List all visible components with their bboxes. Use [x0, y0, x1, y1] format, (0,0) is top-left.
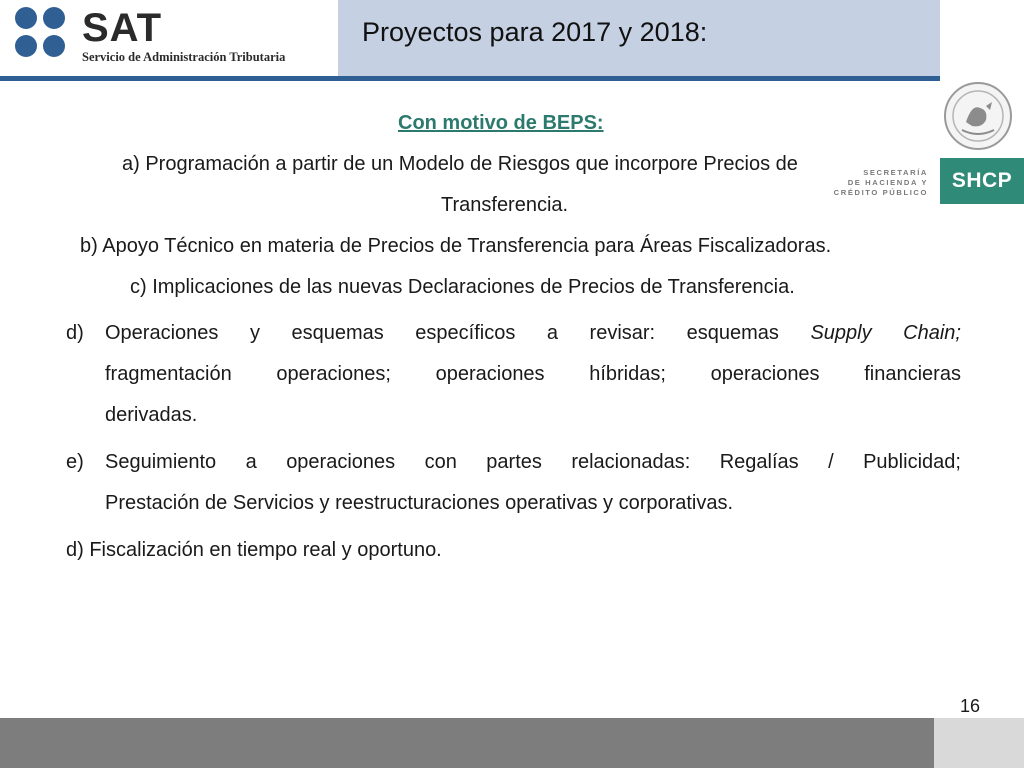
item-a-line-1: a) Programación a partir de un Modelo de Riesgos que incorpore Precios de	[122, 153, 798, 175]
sat-dots-icon	[14, 6, 76, 68]
item-d-line-2	[105, 362, 961, 386]
page-number: 16	[960, 696, 981, 716]
item-e-word: Seguimiento	[105, 451, 217, 473]
item-d-line-3: derivadas.	[105, 404, 198, 426]
item-e-word: Publicidad;	[863, 451, 961, 473]
slide-title: Proyectos para 2017 y 2018:	[362, 17, 708, 47]
shcp-line-1: SECRETARÍA	[863, 168, 928, 177]
item-d-word: y	[249, 322, 260, 344]
item-e-word: operaciones	[286, 451, 396, 473]
item-d-word: esquemas	[686, 322, 779, 344]
shcp-line-2: DE HACIENDA Y	[847, 178, 928, 187]
item-d-word: híbridas;	[589, 363, 666, 385]
section-subheading: Con motivo de BEPS:	[398, 112, 604, 134]
footer-bar-light	[934, 718, 1024, 768]
title-rule	[0, 76, 940, 81]
item-e-word: Regalías	[719, 451, 799, 473]
item-d-word-italic: Chain;	[903, 322, 961, 344]
item-d-word: operaciones;	[276, 363, 391, 385]
sat-logo-subtitle: Servicio de Administración Tributaria	[82, 50, 286, 64]
item-c: c) Implicaciones de las nuevas Declaraciones de Precios de Transferencia.	[130, 276, 795, 298]
footer-bar	[0, 718, 934, 768]
national-seal-icon	[942, 80, 1014, 152]
item-d-word: operaciones	[435, 363, 545, 385]
item-d-word: fragmentación	[105, 363, 232, 385]
item-d-word: esquemas	[291, 322, 384, 344]
item-d-word: Operaciones	[105, 322, 219, 344]
item-e-word: a	[245, 451, 257, 473]
item-e-word: relacionadas:	[571, 451, 691, 473]
shcp-secretaria-text	[830, 168, 928, 198]
sat-logo	[0, 0, 338, 76]
item-e-word: con	[424, 451, 457, 473]
item-d-word: financieras	[864, 363, 961, 385]
item-d-word-italic: Supply	[810, 322, 872, 344]
item-d-line-1	[105, 321, 961, 345]
item-e-word: /	[828, 451, 834, 473]
item-b: b) Apoyo Técnico en materia de Precios de Transferencia para Áreas Fiscalizadoras.	[80, 235, 832, 257]
item-e-line-1	[105, 450, 961, 474]
item-d-word: a	[546, 322, 558, 344]
item-e-marker: e)	[66, 451, 84, 473]
item-d-second: d) Fiscalización en tiempo real y oportuno.	[66, 539, 442, 561]
item-d-word: específicos	[415, 322, 516, 344]
item-d-word: operaciones	[710, 363, 820, 385]
title-band	[338, 0, 940, 76]
item-d-marker: d)	[66, 322, 84, 344]
item-d-word: revisar:	[589, 322, 656, 344]
item-a-line-2: Transferencia.	[441, 194, 569, 216]
item-e-word: partes	[486, 451, 542, 473]
sat-logo-word: SAT	[82, 6, 163, 50]
shcp-logo	[830, 76, 1024, 206]
item-e-line-2: Prestación de Servicios y reestructuraciones operativas y corporativas.	[105, 492, 734, 514]
shcp-line-3: CRÉDITO PÚBLICO	[833, 188, 928, 197]
shcp-badge: SHCP	[940, 158, 1024, 204]
